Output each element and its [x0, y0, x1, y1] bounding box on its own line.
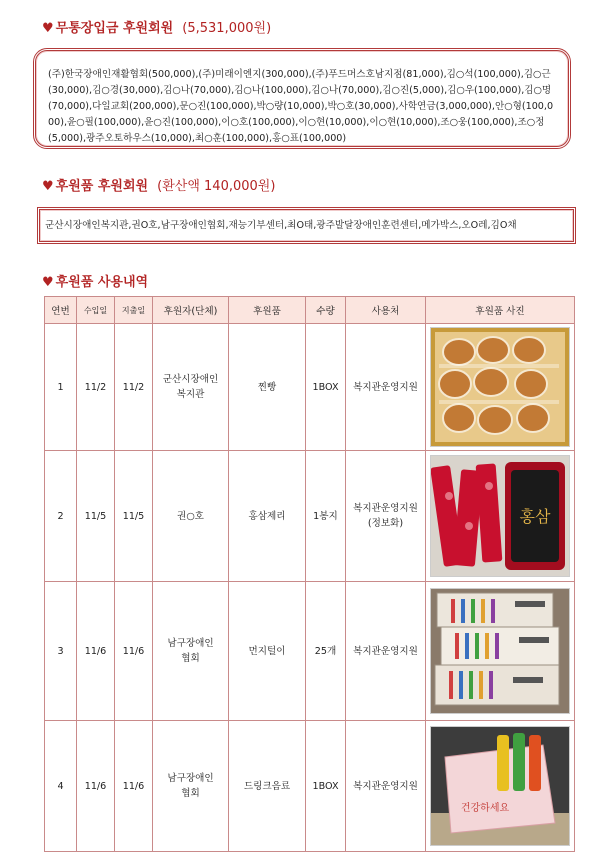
cell-in-date: 11/2	[77, 324, 115, 451]
drink-box-image	[431, 727, 569, 845]
cash-title-text: 무통장입금 후원회원	[55, 21, 174, 36]
cell-usage: 복지관운영지원	[346, 582, 426, 721]
cell-no: 3	[45, 582, 77, 721]
table-row	[45, 451, 575, 582]
cell-photo	[426, 324, 575, 451]
heart-icon: ♥	[42, 179, 54, 194]
photo-drink-box	[430, 726, 570, 846]
cell-photo	[426, 451, 575, 582]
cell-qty: 1봉지	[306, 451, 346, 582]
goods-amount: (환산액 140,000원)	[157, 179, 276, 194]
cell-no: 1	[45, 324, 77, 451]
photo-steamed-buns	[430, 327, 570, 447]
cell-out-date: 11/6	[115, 721, 153, 852]
heart-icon: ♥	[42, 275, 54, 290]
goods-donors-box	[37, 207, 576, 244]
cash-donors-list: (주)한국장애인재활협회(500,000),(주)미래이엔지(300,000),(주)푸드머스호남지점(81,000),김○석(100,000),김○근(30,000),김○경(30,000),김○나(70,000),김○나(100,000),김○나(70,000),김○진(5,000),김○우(100,000),김○명(70,000),다일교회(200,000),문○진(100,000),박○량(10,000),박○호(30,000),사학연금(3,000,000),안○형(100,000),윤○필(100,000),윤○진(100,000),이○호(100,000),이○현(10,000),이○현(10,000),조○웅(100,000),조○정(5,000),광주오토하우스(10,000),최○훈(100,000),홍○표(100,000)	[48, 69, 554, 144]
usage-title	[42, 271, 148, 290]
header-usage: 사용처	[346, 297, 426, 324]
usage-title-text: 후원품 사용내역	[55, 275, 149, 290]
table-row	[45, 721, 575, 852]
cash-donors-title	[42, 17, 271, 36]
photo-duster-boxes	[430, 588, 570, 714]
goods-donors-list: 군산시장애인복지관,권O호,남구장애인협회,재능기부센터,최O태,광주발달장애인훈련센터,메가박스,오O레,김O채	[45, 220, 517, 231]
cell-usage: 복지관운영지원	[346, 721, 426, 852]
cell-in-date: 11/6	[77, 721, 115, 852]
cell-usage: 복지관운영지원	[346, 324, 426, 451]
header-out-date: 지출일	[115, 297, 153, 324]
duster-boxes-image	[431, 589, 569, 713]
cell-qty: 25개	[306, 582, 346, 721]
header-no: 연번	[45, 297, 77, 324]
table-row	[45, 582, 575, 721]
header-qty: 수량	[306, 297, 346, 324]
cell-photo	[426, 721, 575, 852]
drink-brand-label: 건강하세요	[460, 803, 510, 814]
table-header-row	[45, 297, 575, 324]
cell-donor: 군산시장애인 복지관	[153, 324, 229, 451]
cell-donor: 권○호	[153, 451, 229, 582]
cell-item: 먼지털이	[229, 582, 306, 721]
cell-item: 홍삼제리	[229, 451, 306, 582]
red-ginseng-jelly-image	[431, 456, 569, 576]
cell-out-date: 11/5	[115, 451, 153, 582]
cell-in-date: 11/6	[77, 582, 115, 721]
cell-out-date: 11/6	[115, 582, 153, 721]
header-item: 후원품	[229, 297, 306, 324]
cell-no: 2	[45, 451, 77, 582]
cell-donor: 남구장애인 협회	[153, 721, 229, 852]
heart-icon: ♥	[42, 21, 54, 36]
steamed-buns-image	[431, 328, 569, 446]
cell-in-date: 11/5	[77, 451, 115, 582]
cell-photo	[426, 582, 575, 721]
cell-qty: 1BOX	[306, 721, 346, 852]
cell-item: 찐빵	[229, 324, 306, 451]
header-donor: 후원자(단체)	[153, 297, 229, 324]
cell-out-date: 11/2	[115, 324, 153, 451]
goods-donors-title	[42, 175, 275, 194]
cell-usage: 복지관운영지원 (정보화)	[346, 451, 426, 582]
header-photo: 후원품 사진	[426, 297, 575, 324]
usage-table	[44, 296, 575, 852]
cash-donors-box	[33, 48, 571, 149]
jelly-label: 홍삼	[519, 507, 551, 526]
cell-qty: 1BOX	[306, 324, 346, 451]
header-in-date: 수입일	[77, 297, 115, 324]
table-row	[45, 324, 575, 451]
cell-donor: 남구장애인 협회	[153, 582, 229, 721]
cell-item: 드링크음료	[229, 721, 306, 852]
cash-amount: (5,531,000원)	[182, 21, 272, 36]
cell-no: 4	[45, 721, 77, 852]
goods-title-text: 후원품 후원회원	[55, 179, 149, 194]
photo-red-ginseng-jelly	[430, 455, 570, 577]
